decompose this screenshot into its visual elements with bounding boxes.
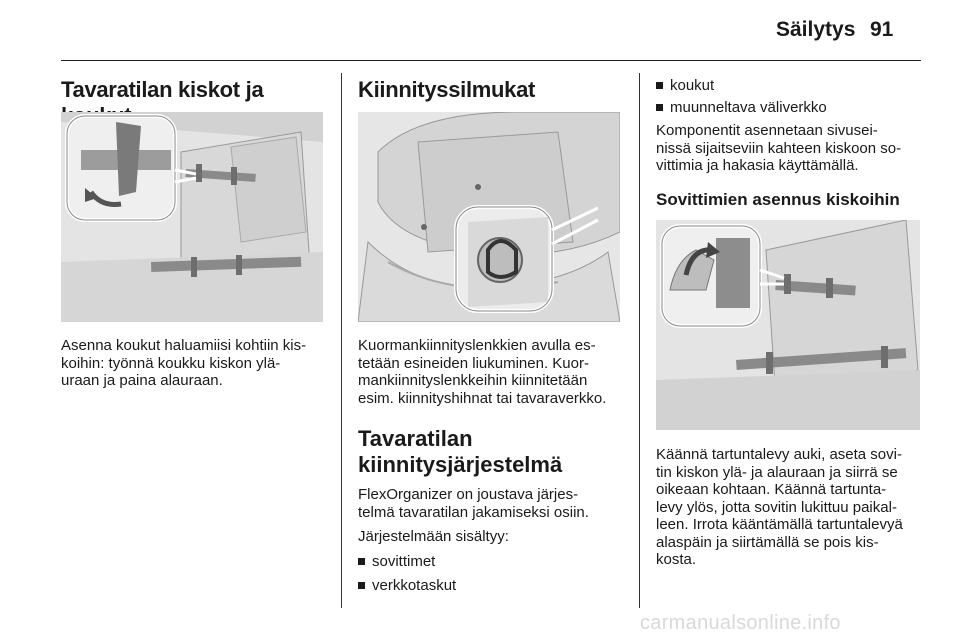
page-number: 91 — [870, 18, 894, 41]
heading-cargo-system-line-1: Tavaratilan — [358, 426, 473, 451]
section-heading-rails-hooks: Tavaratilan kiskot ja — [61, 77, 264, 102]
paragraph-lashing-line-2: tetään esineiden liukuminen. Kuor- — [358, 354, 589, 372]
heading-cargo-system-line-2: kiinnitysjärjestelmä — [358, 452, 563, 477]
section-heading-adapter-install: Sovittimien asennus kiskoihin — [656, 189, 900, 209]
paragraph-lashing-line-3: mankiinnityslenkkeihin kiinnitetään — [358, 372, 588, 389]
paragraph-install-line-1: Käännä tartuntalevy auki, aseta sovi- — [656, 446, 902, 463]
paragraph-install-line-6: alaspäin ja siirtämällä se pois kis- — [656, 533, 879, 551]
paragraph-hooks-line-2: koihin: työnnä koukku kiskon ylä- — [61, 354, 281, 372]
paragraph-install-line-7: kosta. — [656, 551, 697, 568]
column-3 — [656, 77, 926, 210]
paragraph-components-line-2: nissä sijaitseviin kahteen kiskoon so- — [656, 139, 902, 157]
column-2-body-2 — [358, 486, 634, 595]
column-2 — [358, 77, 628, 103]
paragraph-flexorganizer-line-2: telmä tavaratilan jakamiseksi osiin. — [358, 503, 589, 521]
column-3-body — [656, 446, 928, 569]
paragraph-flexorganizer-line-1: FlexOrganizer on joustava järjes- — [358, 486, 579, 503]
list-item: muunneltava väliverkko — [656, 99, 926, 117]
section-heading-cargo-system — [358, 426, 634, 478]
column-1-body — [61, 337, 336, 390]
paragraph-components-line-3: vittimia ja hakasia käyttämällä. — [656, 157, 859, 174]
paragraph-lashing-line-4: esim. kiinnityshihnat tai tavaraverkko. — [358, 389, 607, 407]
list-item: koukut — [656, 77, 926, 95]
paragraph-includes: Järjestelmään sisältyy: — [358, 528, 509, 545]
paragraph-lashing-line-1: Kuormankiinnityslenkkien avulla es- — [358, 337, 596, 354]
running-header-title: Säilytys — [776, 18, 856, 41]
column-divider-1 — [341, 73, 342, 608]
paragraph-install-line-4: levy ylös, jotta sovitin lukittuu paikal- — [656, 498, 897, 516]
column-2-body — [358, 337, 634, 407]
paragraph-hooks-line-3: uraan ja paina alauraan. — [61, 372, 223, 389]
column-divider-2 — [639, 73, 640, 608]
section-heading-lashing-eyes: Kiinnityssilmukat — [358, 77, 536, 102]
illustration-adapter-install — [656, 220, 920, 430]
paragraph-hooks-line-1: Asenna koukut haluamiisi kohtiin kis- — [61, 337, 307, 354]
illustration-rails-hooks — [61, 112, 323, 322]
header-rule — [61, 60, 921, 61]
list-item: verkkotaskut — [358, 577, 634, 595]
illustration-lashing-eyes — [358, 112, 620, 322]
watermark-text: carmanualsonline.info — [640, 612, 841, 634]
paragraph-install-line-5: leen. Irrota kääntämällä tartuntalevyä — [656, 516, 903, 533]
paragraph-install-line-2: tin kiskon ylä- ja alauraan ja siirrä se — [656, 463, 898, 481]
list-item: sovittimet — [358, 553, 634, 571]
paragraph-install-line-3: oikeaan kohtaan. Käännä tartunta- — [656, 481, 887, 498]
paragraph-components-line-1: Komponentit asennetaan sivusei- — [656, 122, 878, 139]
